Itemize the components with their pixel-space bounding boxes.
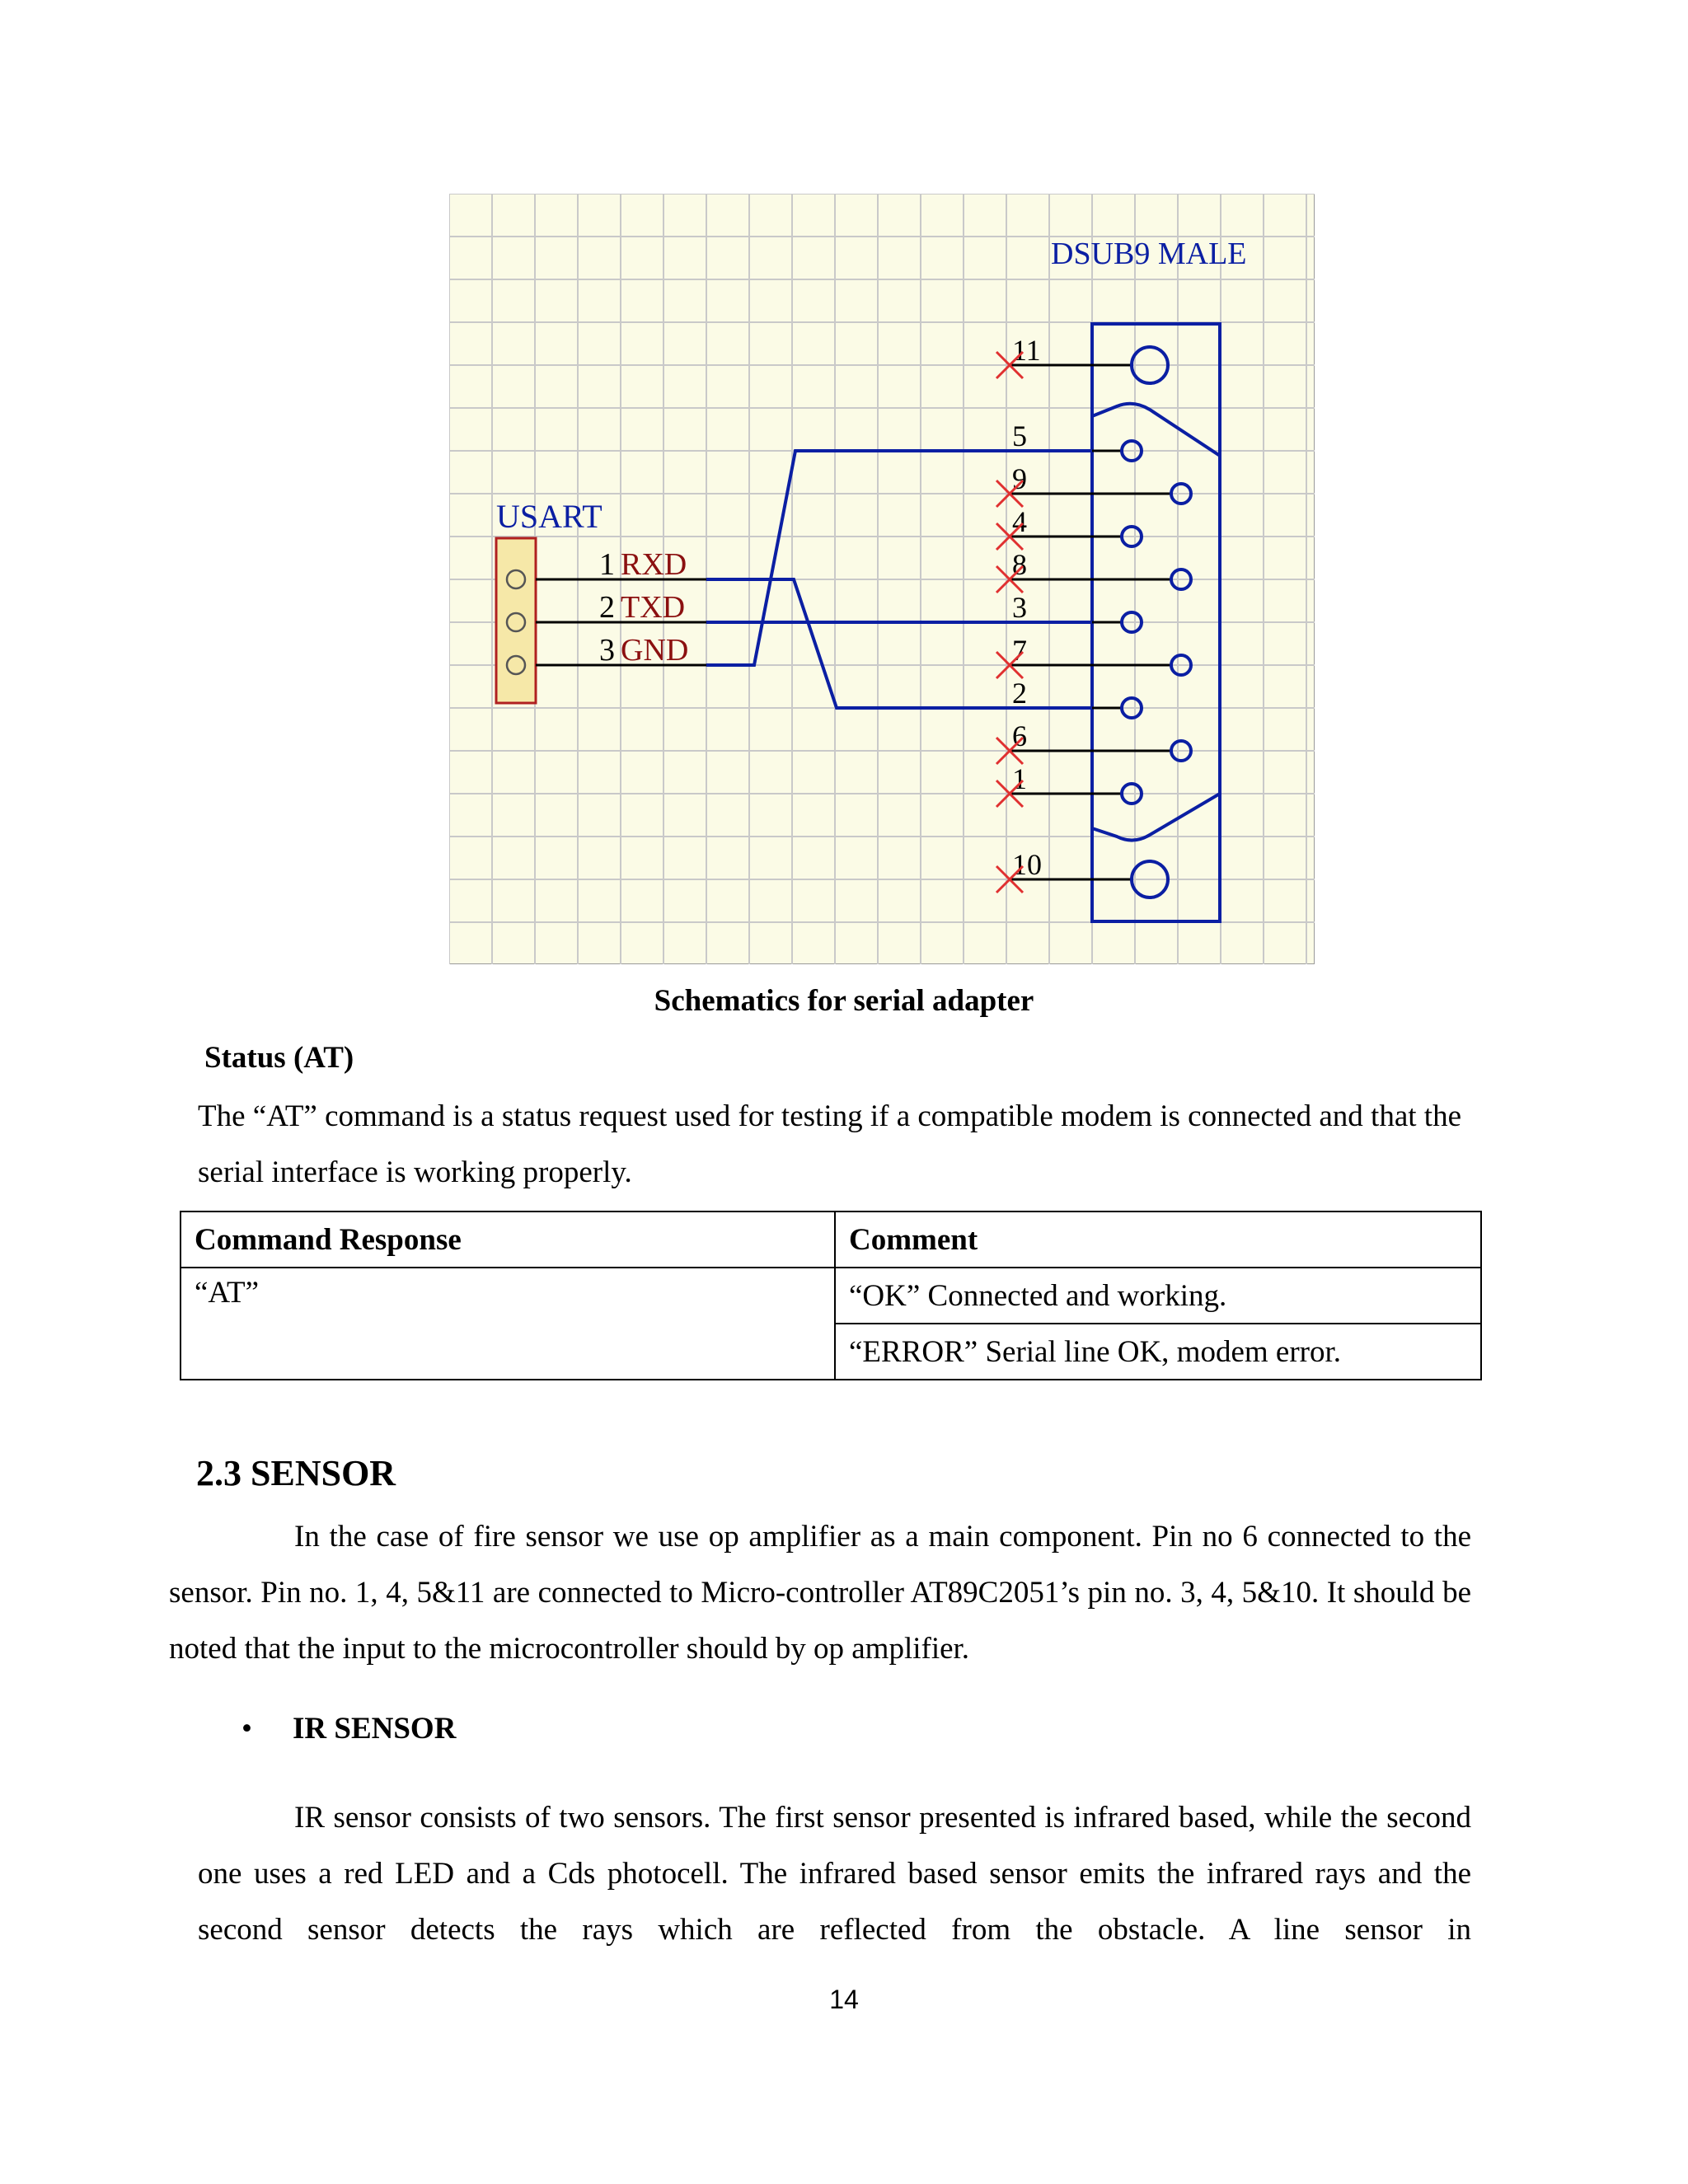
dsub-pin-label: 1 — [1012, 762, 1027, 795]
status-heading: Status (AT) — [204, 1041, 354, 1075]
table-row — [181, 1268, 1481, 1324]
dsub-pin-label: 4 — [1012, 505, 1027, 538]
dsub-pin-label: 7 — [1012, 634, 1027, 667]
dsub-pin-label: 5 — [1012, 419, 1027, 452]
usart-pin-name: GND — [621, 633, 689, 668]
bullet-ir-sensor — [241, 1711, 456, 1746]
table-cell-comment-error: “ERROR” Serial line OK, modem error. — [835, 1324, 1481, 1380]
usart-pin-number: 3 — [599, 633, 615, 668]
dsub-pin-label: 8 — [1012, 548, 1027, 581]
ir-paragraph — [198, 1790, 1471, 1958]
serial-adapter-schematic — [449, 194, 1315, 964]
sensor-paragraph — [169, 1509, 1471, 1677]
table-cell-command: “AT” — [181, 1268, 835, 1380]
status-paragraph: The “AT” command is a status request used for testing if a compatible modem is connected and that the serial interface is working properly. — [198, 1099, 1461, 1189]
section-heading-sensor: 2.3 SENSOR — [196, 1453, 396, 1493]
table-header-command: Command Response — [181, 1212, 835, 1268]
usart-pin-number: 2 — [599, 590, 615, 625]
table-header-row — [181, 1212, 1481, 1268]
dsub-pin-label: 3 — [1012, 591, 1027, 624]
at-command-table — [180, 1211, 1482, 1380]
table-cell-comment-ok: “OK” Connected and working. — [835, 1268, 1481, 1324]
dsub-pin-label: 6 — [1012, 719, 1027, 752]
dsub9-title: DSUB9 MALE — [1051, 237, 1247, 271]
sensor-paragraph-text: In the case of fire sensor we use op amplifier as a main component. Pin no 6 connected to the sensor. Pin no. 1, 4, 5&11 are connected to Micro-controller AT89C2051’s pin no. 3, 4, 5&10. It should be noted that the input to the microcontroller should by op amplifier. — [169, 1520, 1471, 1666]
usart-pin-number: 1 — [599, 547, 615, 582]
usart-pin-name: RXD — [621, 547, 687, 582]
dsub-pin-label: 10 — [1012, 848, 1042, 881]
dsub-pin-label: 11 — [1012, 334, 1041, 367]
table-header-comment: Comment — [835, 1212, 1481, 1268]
usart-title: USART — [496, 498, 603, 535]
usart-header — [496, 538, 536, 703]
figure-caption: Schematics for serial adapter — [654, 984, 1034, 1018]
ir-paragraph-text: IR sensor consists of two sensors. The first sensor presented is infrared based, while the second one uses a red LED and a Cds photocell. The infrared based sensor emits the infrared rays and the second sensor detects the rays which are reflected from the obstacle. A line sensor in — [198, 1801, 1471, 1947]
bullet-ir-sensor-label: IR SENSOR — [293, 1712, 457, 1746]
page-number: 14 — [829, 1985, 859, 2014]
usart-pin-name: TXD — [621, 590, 686, 625]
dsub-pin-label: 2 — [1012, 677, 1027, 710]
dsub-pin-label: 9 — [1012, 462, 1027, 495]
bullet-dot-icon: • — [241, 1712, 252, 1746]
